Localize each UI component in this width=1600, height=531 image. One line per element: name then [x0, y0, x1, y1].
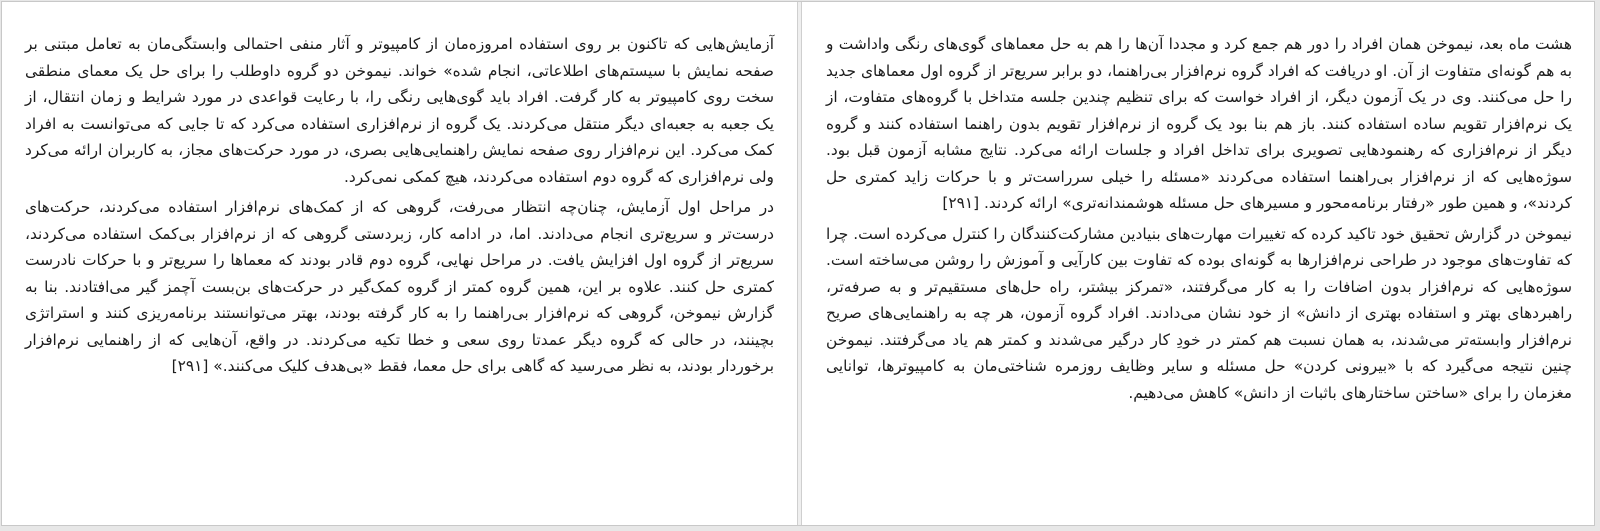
left-page-paragraph-1: آزمایش‌هایی که تاکنون بر روی استفاده امروزه‌مان از کامپیوتر و آثار منفی احتمالی وابستگی‌مان به تعامل مبتنی بر صفحه نمایش با سیستم‌های اطلاعاتی، انجام شده» خواند. نیموخن دو گروه داوطلب را برای حل یک معمای منطقی سخت روی کامپیوتر به کار گرفت. افراد باید گوی‌هایی رنگی را، با رعایت قواعدی در مورد شرایط و زمان انتقال، از یک جعبه به جعبه‌ای دیگر منتقل می‌کردند. یک گروه از نرم‌افزاری استفاده می‌کرد که تا جایی که می‌توانست به افراد کمک می‌کرد. این نرم‌افزار روی صفحه نمایش راهنمایی‌هایی بصری، در مورد حرکت‌های مجاز، به کاربران ارائه می‌کرد ولی نرم‌افزاری که گروه دوم استفاده می‌کردند، هیچ کمکی نمی‌کرد.: [25, 35, 774, 186]
left-page-paragraph-2: در مراحل اول آزمایش، چنان‌چه انتظار می‌رفت، گروهی که از کمک‌های نرم‌افزار استفاده می‌کردند، حرکت‌های درست‌تر و سریع‌تری انجام می‌دادند. اما، در ادامه کار، زبردستی گروهی که از نرم‌افزار بی‌کمک استفاده می‌کردند، سریع‌تر از گروه اول افزایش یافت. در مراحل نهایی، گروه دوم قادر بودند که معماها را سریع‌تر و با حرکات نادرست کمتری حل کنند. علاوه بر این، همین گروه کمتر از گروه کمک‌گیر در حرکت‌های بن‌بست آچمز گیر می‌افتادند. بنا به گزارش نیموخن، گروهی که نرم‌افزار بی‌راهنما را به کار گرفته بودند، بهتر می‌توانستند برنامه‌ریزی کنند و استراتژی بچینند، در حالی که گروه دیگر عمدتا روی سعی و خطا تکیه می‌کردند. در واقع، آن‌هایی که از راهنمایی نرم‌افزار برخوردار بودند، به نظر می‌رسید که گاهی برای حل معما، فقط «بی‌هدف کلیک می‌کنند.» [۲۹۱]: [25, 198, 774, 375]
right-page-paragraph-1: هشت ماه بعد، نیموخن همان افراد را دور هم جمع کرد و مجددا آن‌ها را هم به حل معماهای گوی‌های رنگی واداشت و به هم گونه‌ای متفاوت از آن. او دریافت که افراد گروه نرم‌افزار بی‌راهنما، دو برابر سریع‌تر از گروه اول معماهای جدید را حل می‌کنند. وی در یک آزمون دیگر، از افراد خواست که برای تنظیم چندین جلسه متداخل با گروه‌های متفاوت، از یک نرم‌افزار تقویم ساده استفاده کنند. باز هم بنا بود یک گروه از نرم‌افزار تقویم بدون راهنما استفاده کنند و گروه دیگر از نرم‌افزاری که رهنمودهایی تصویری برای تداخل افراد و جلسات ارائه می‌کرد. نتایج مشابه آزمون قبل بود. سوژه‌هایی که از نرم‌افزار بی‌راهنما استفاده می‌کردند «مسئله را خیلی سرراست‌تر و با حرکات زاید کمتری حل کردند»، و همین طور «رفتار برنامه‌محور و مسیرهای حل مسئله هوشمندانه‌تری» ارائه کردند. [۲۹۱]: [826, 35, 1572, 212]
right-page-paragraph-2: نیموخن در گزارش تحقیق خود تاکید کرده که تغییرات مهارت‌های بنیادین مشارکت‌کنندگان را کنترل می‌کرده است. چرا که تفاوت‌های موجود در طراحی نرم‌افزارها به گونه‌ای بوده که تفاوت بین کارآیی و آموزش را روشن می‌ساخته است. سوژه‌هایی که نرم‌افزار بدون اضافات را به کار می‌گرفتند، «تمرکز بیشتر، راه حل‌های مستقیم‌تر و به صرفه‌تر، راهبردهای بهتر و استفاده بهتری از دانش» از خود نشان می‌دادند. افراد گروه آزمون، هر چه به راهنمایی‌های صریح نرم‌افزار وابسته‌تر می‌شدند، به همان نسبت هم کمتر در خودِ کار درگیر می‌شدند و کمتر هم یاد می‌گرفتند. نیموخن چنین نتیجه می‌گیرد که با «بیرونی کردن» حل مسئله و سایر وظایف روزمره شناختی‌مان به کامپیوترها، توانایی مغزمان را برای «ساختن ساختارهای باثبات از دانش» کاهش می‌دهیم.: [826, 224, 1572, 402]
left-page: [2, 2, 798, 525]
book-spread: [1, 1, 1595, 526]
right-page-text: [826, 31, 1572, 410]
right-page: [801, 2, 1594, 525]
left-page-text: [25, 31, 774, 384]
